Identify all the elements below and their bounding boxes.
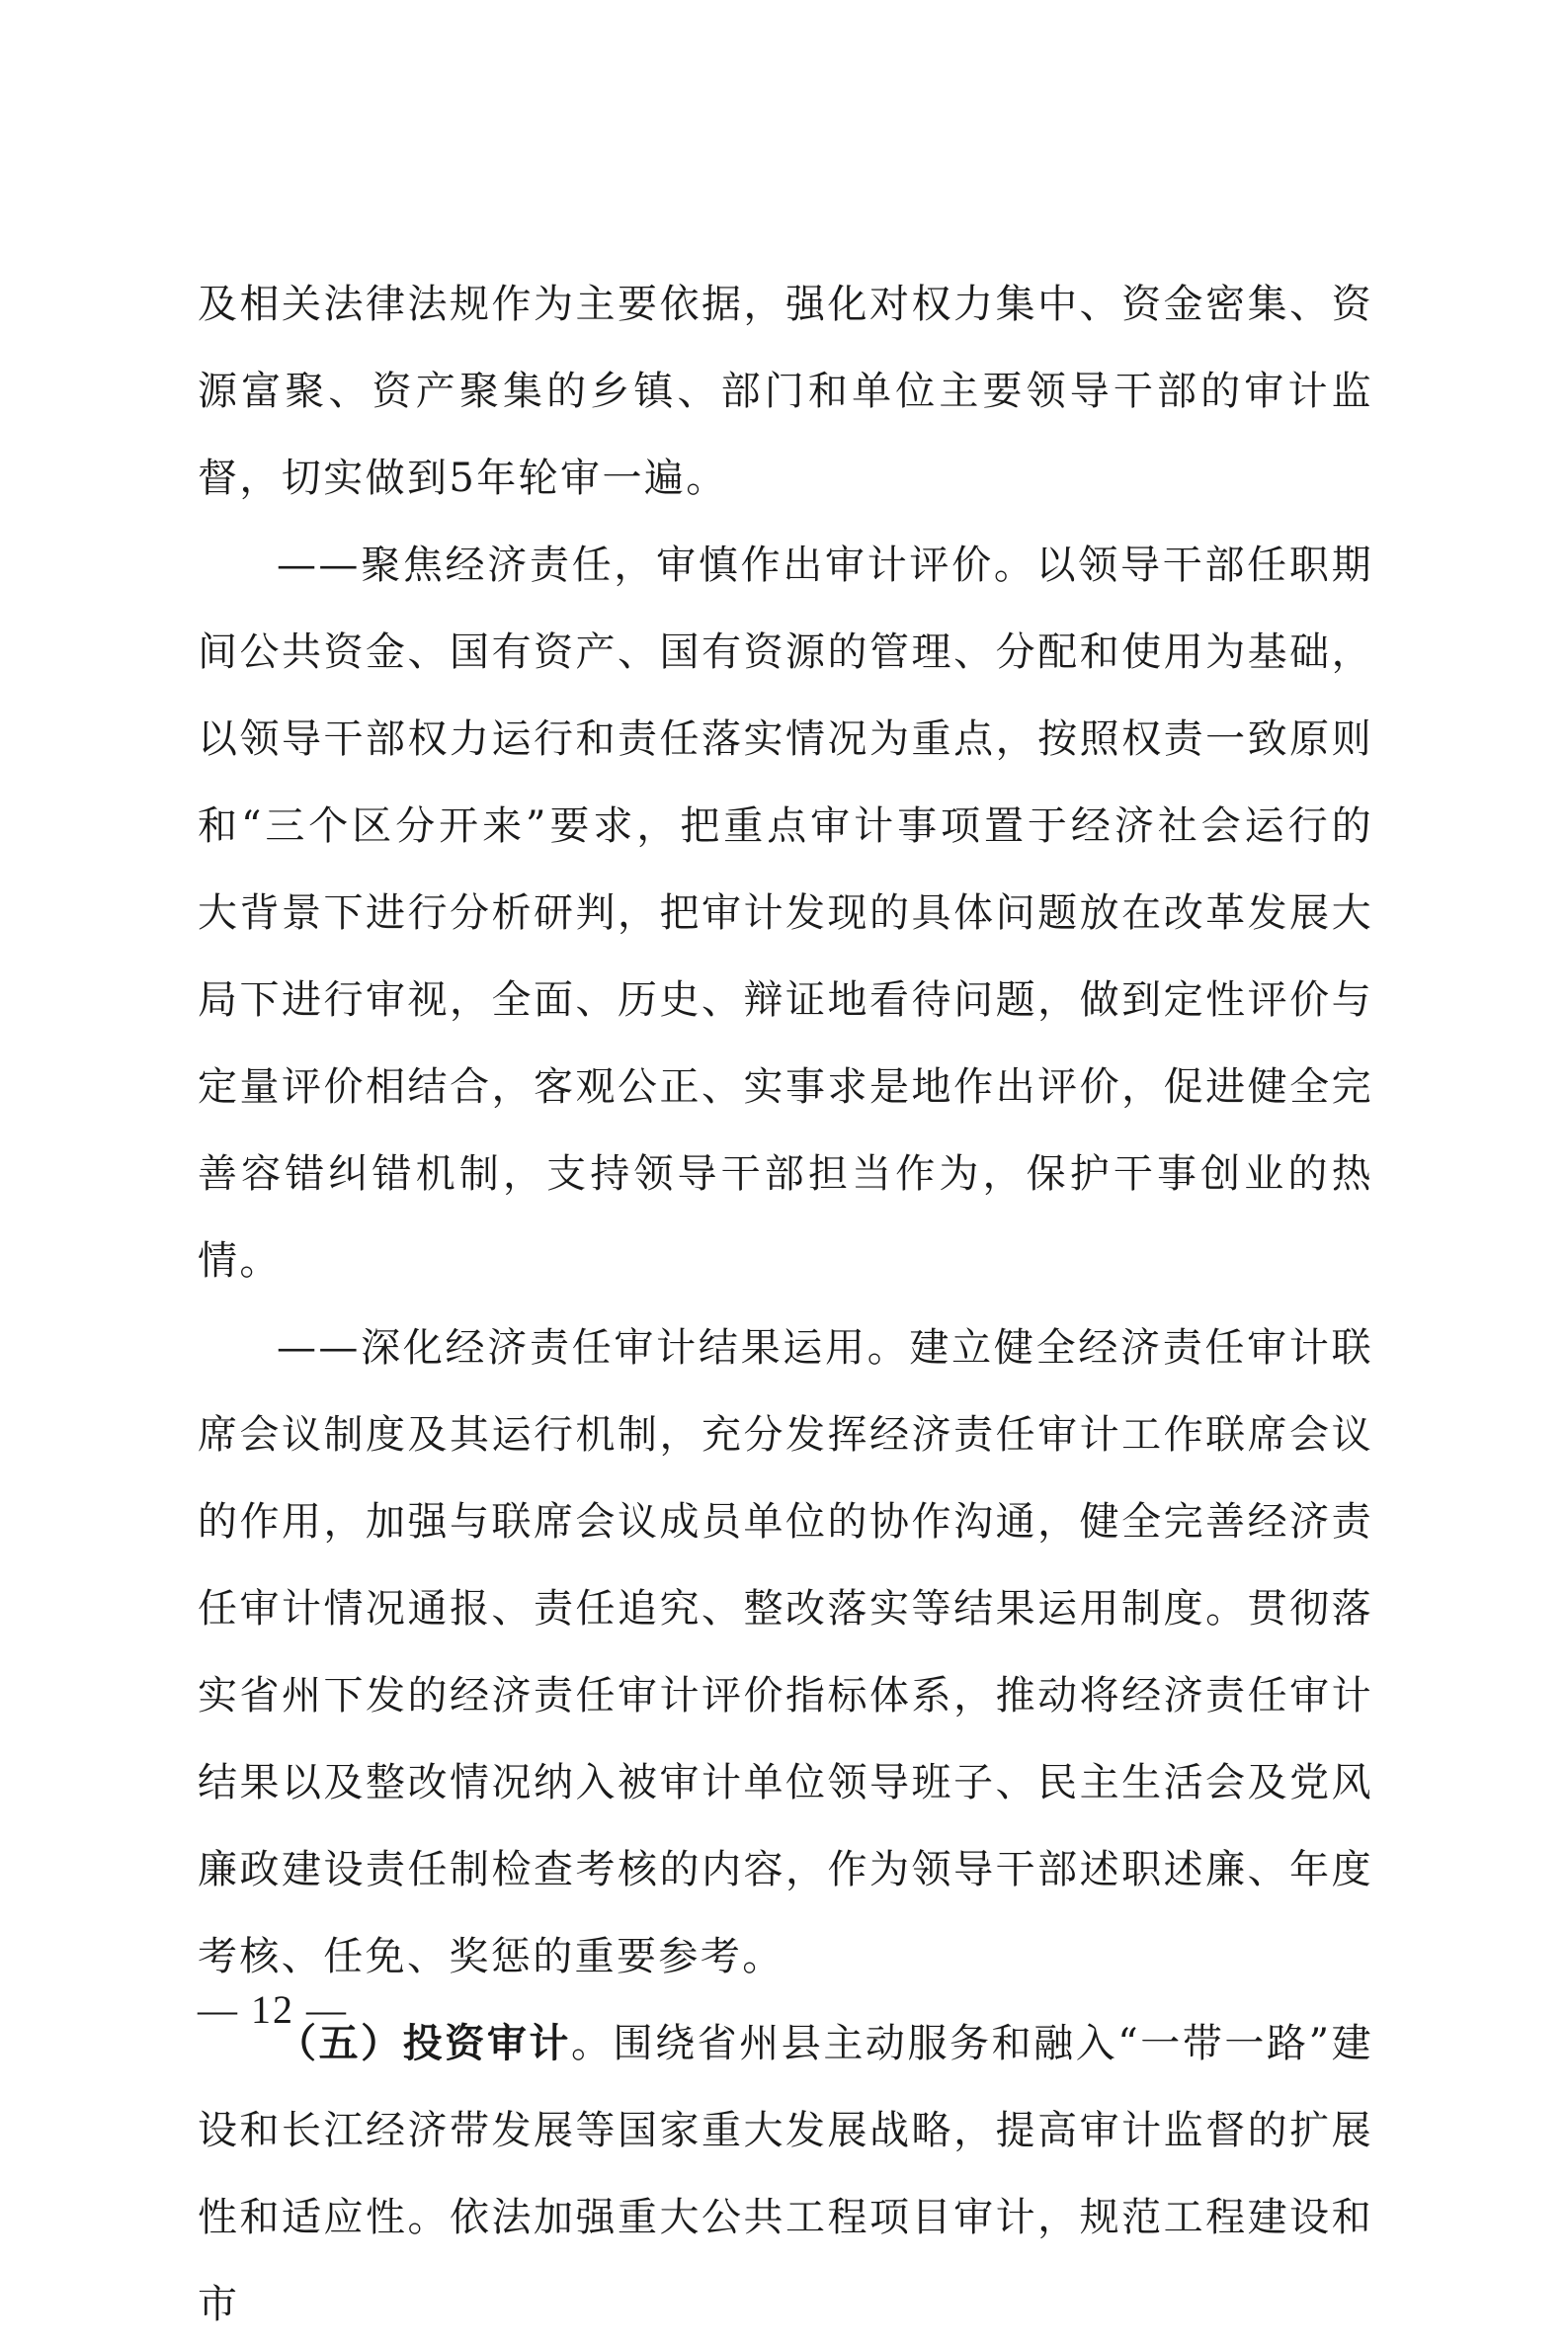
paragraph-deepen-audit-results: ——深化经济责任审计结果运用。建立健全经济责任审计联席会议制度及其运行机制，充分发挥经济责任审计工作联席会议的作用，加强与联席会议成员单位的协作沟通，健全完善经济责任审计情况通报、责任追究、整改落实等结果运用制度。贯彻落实省州下发的经济责任审计评价指标体系，推动将经济责任审计结果以及整改情况纳入被审计单位领导班子、民主生活会及党风廉政建设责任制检查考核的内容，作为领导干部述职述廉、年度考核、任免、奖惩的重要参考。 bbox=[198, 1325, 1373, 1979]
paragraph-investment-audit bbox=[198, 2000, 1373, 2348]
section-heading-investment-audit: （五）投资审计 bbox=[277, 2020, 571, 2066]
paragraph-focus-economic-responsibility: ——聚焦经济责任，审慎作出审计评价。以领导干部任职期间公共资金、国有资产、国有资源的管理、分配和使用为基础，以领导干部权力运行和责任落实情况为重点，按照权责一致原则和“三个区分开来”要求，把重点审计事项置于经济社会运行的大背景下进行分析研判，把审计发现的具体问题放在改革发展大局下进行审视，全面、历史、辩证地看待问题，做到定性评价与定量评价相结合，客观公正、实事求是地作出评价，促进健全完善容错纠错机制，支持领导干部担当作为，保护干事创业的热情。 bbox=[198, 543, 1373, 1284]
page-number: — 12 — bbox=[198, 1987, 348, 2032]
paragraph-continuation: 及相关法律法规作为主要依据，强化对权力集中、资金密集、资源富聚、资产聚集的乡镇、部门和单位主要领导干部的审计监督，切实做到5年轮审一遍。 bbox=[198, 282, 1373, 501]
document-body bbox=[198, 261, 1373, 2348]
paragraph-investment-audit-text: 。围绕省州县主动服务和融入“一带一路”建设和长江经济带发展等国家重大发展战略，提高审计监督的扩展性和适应性。依法加强重大公共工程项目审计，规范工程建设和市 bbox=[198, 2021, 1373, 2327]
